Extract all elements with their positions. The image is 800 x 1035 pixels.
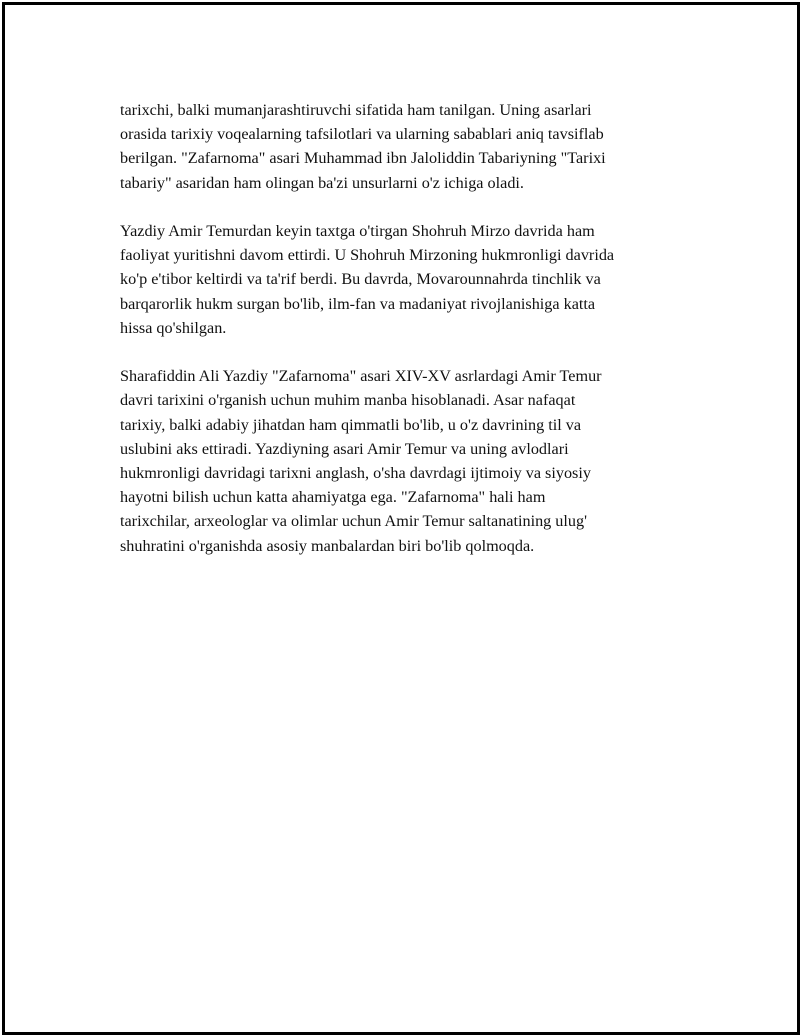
text-line: ko'p e'tibor keltirdi va ta'rif berdi. Bu davrda, Movarounnahrda tinchlik va [120, 270, 601, 289]
text-line: tarixiy, balki adabiy jihatdan ham qimmatli bo'lib, u o'z davrining til va [120, 415, 582, 434]
text-line: orasida tarixiy voqealarning tafsilotlari va ularning sabablari aniq tavsiflab [120, 125, 604, 144]
text-line: shuhratini o'rganishda asosiy manbalardan biri bo'lib qolmoqda. [120, 536, 535, 555]
paragraph-2 [120, 219, 700, 340]
text-line: uslubini aks ettiradi. Yazdiyning asari Amir Temur va uning avlodlari [120, 439, 569, 458]
text-line: berilgan. "Zafarnoma" asari Muhammad ibn Jaloliddin Tabariyning "Tarixi [120, 149, 606, 168]
paragraph-3 [120, 364, 700, 558]
text-line: hukmronligi davridagi tarixni anglash, o'sha davrdagi ijtimoiy va siyosiy [120, 464, 591, 483]
text-line: Sharafiddin Ali Yazdiy "Zafarnoma" asari XIV-XV asrlardagi Amir Temur [120, 367, 602, 386]
text-line: hayotni bilish uchun katta ahamiyatga ega. "Zafarnoma" hali ham [120, 488, 546, 507]
text-line: faoliyat yuritishni davom ettirdi. U Shohruh Mirzoning hukmronligi davrida [120, 246, 615, 265]
text-line: tarixchi, balki mumanjarashtiruvchi sifatida ham tanilgan. Uning asarlari [120, 101, 592, 119]
text-line: tabariy" asaridan ham olingan ba'zi unsurlarni o'z ichiga oladi. [120, 173, 524, 192]
paragraph-1 [120, 98, 700, 195]
text-line: davri tarixini o'rganish uchun muhim manba hisoblanadi. Asar nafaqat [120, 391, 576, 410]
document-body [120, 98, 700, 582]
text-line: tarixchilar, arxeologlar va olimlar uchun Amir Temur saltanatining ulug' [120, 512, 587, 531]
page-border [2, 2, 800, 1035]
text-line: hissa qo'shilgan. [120, 318, 227, 337]
text-line: Yazdiy Amir Temurdan keyin taxtga o'tirgan Shohruh Mirzo davrida ham [120, 222, 595, 240]
text-line: barqarorlik hukm surgan bo'lib, ilm-fan va madaniyat rivojlanishiga katta [120, 294, 596, 313]
